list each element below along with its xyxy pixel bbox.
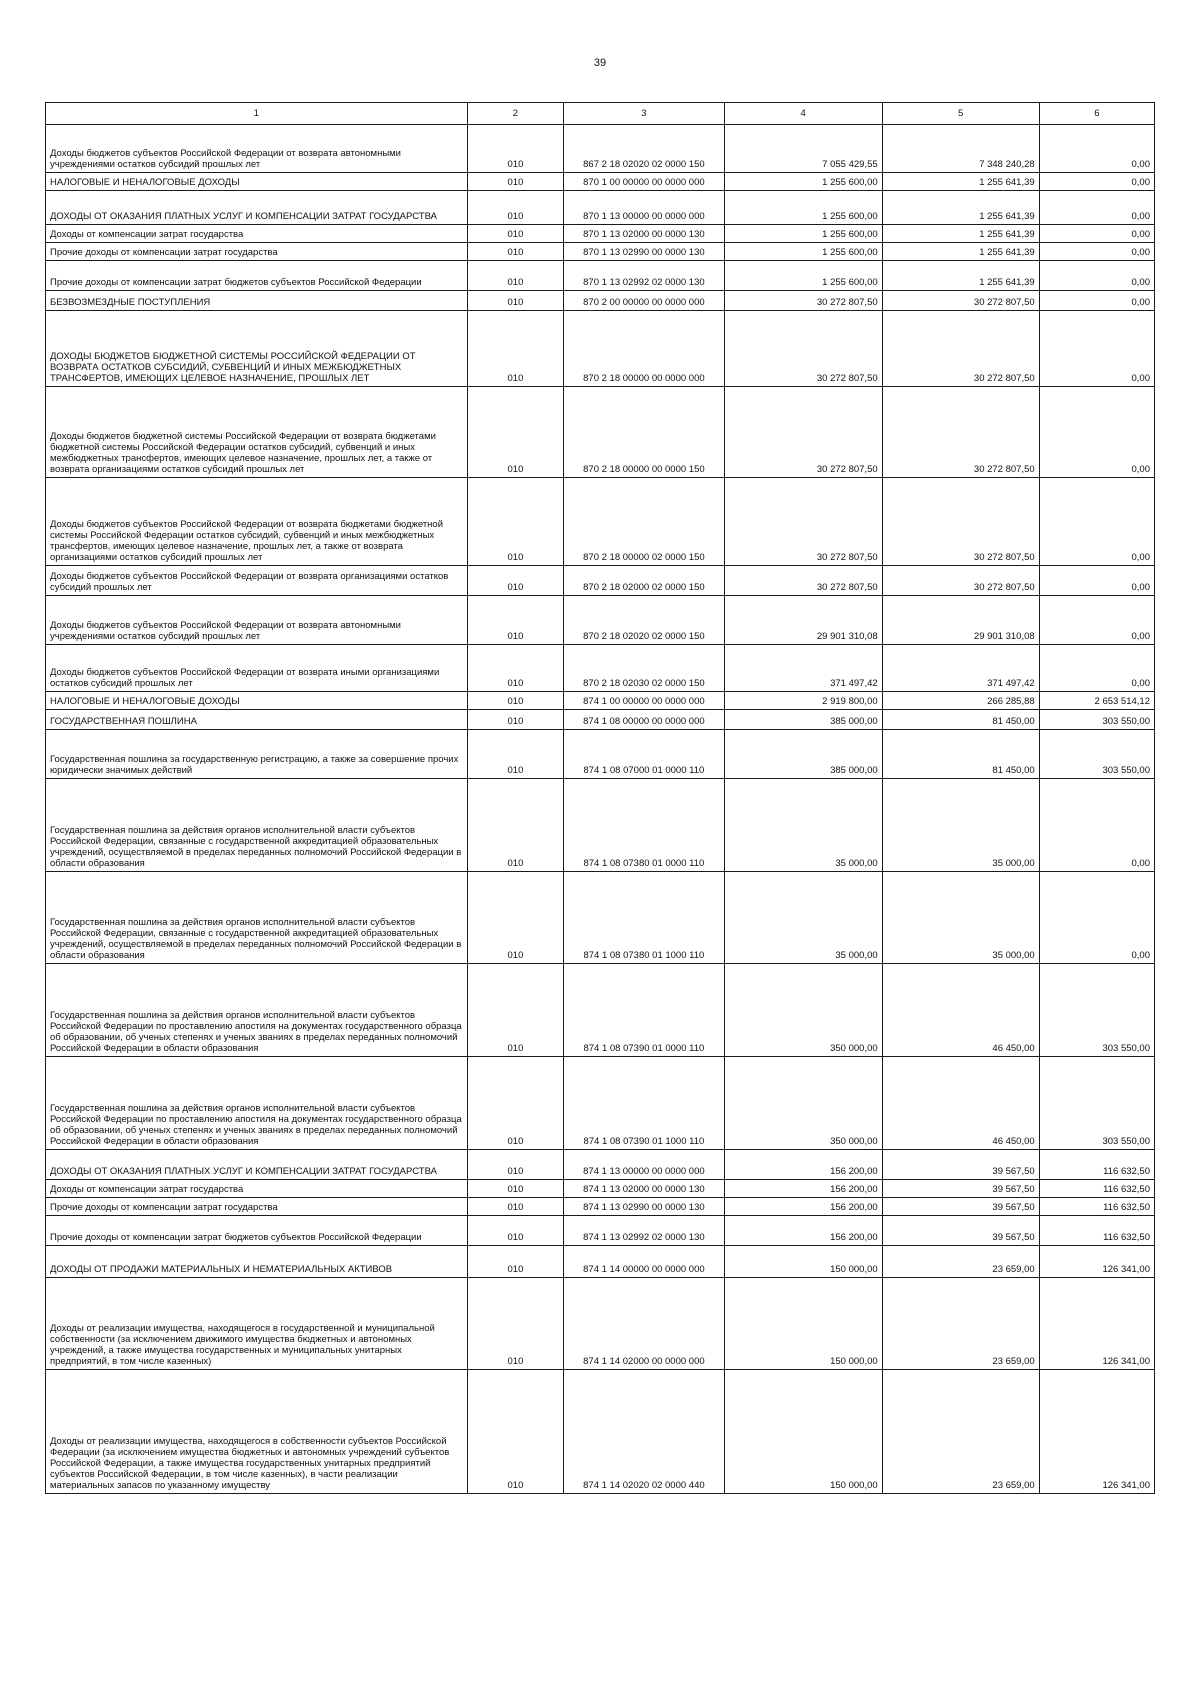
line-code: 010 — [467, 645, 564, 692]
revenue-name: ДОХОДЫ ОТ ОКАЗАНИЯ ПЛАТНЫХ УСЛУГ И КОМПЕНСАЦИИ ЗАТРАТ ГОСУДАРСТВА — [46, 1150, 468, 1180]
line-code: 010 — [467, 566, 564, 596]
table-row — [46, 1180, 1155, 1198]
executed-amount: 1 255 641,39 — [882, 243, 1039, 261]
unexecuted-amount: 0,00 — [1039, 596, 1154, 645]
unexecuted-amount: 0,00 — [1039, 478, 1154, 566]
revenue-name: Доходы бюджетов субъектов Российской Федерации от возврата автономными учреждениями остатков субсидий прошлых лет — [46, 125, 468, 173]
table-row — [46, 964, 1155, 1057]
approved-amount: 371 497,42 — [724, 645, 882, 692]
approved-amount: 35 000,00 — [724, 872, 882, 964]
approved-amount: 150 000,00 — [724, 1246, 882, 1278]
approved-amount: 30 272 807,50 — [724, 566, 882, 596]
approved-amount: 150 000,00 — [724, 1278, 882, 1370]
unexecuted-amount: 303 550,00 — [1039, 730, 1154, 779]
approved-amount: 7 055 429,55 — [724, 125, 882, 173]
table-row — [46, 191, 1155, 225]
line-code: 010 — [467, 779, 564, 872]
revenue-name: Доходы от компенсации затрат государства — [46, 1180, 468, 1198]
executed-amount: 371 497,42 — [882, 645, 1039, 692]
table-row — [46, 311, 1155, 387]
revenue-name: Государственная пошлина за действия органов исполнительной власти субъектов Российской Федерации по проставлению апостиля на документах государственного образца об образовании, об ученых степенях и ученых званиях в пределах переданных полномочий Российской Федерации в области образования — [46, 1057, 468, 1150]
revenue-name: Доходы бюджетов субъектов Российской Федерации от возврата бюджетами бюджетной системы Российской Федерации остатков субсидий, субвенций и иных межбюджетных трансфертов, имеющих целевое назначение, прошлых лет, а также от возврата организациями остатков субсидий прошлых лет — [46, 478, 468, 566]
unexecuted-amount: 126 341,00 — [1039, 1370, 1154, 1494]
executed-amount: 23 659,00 — [882, 1370, 1039, 1494]
executed-amount: 39 567,50 — [882, 1198, 1039, 1216]
executed-amount: 39 567,50 — [882, 1150, 1039, 1180]
line-code: 010 — [467, 387, 564, 478]
unexecuted-amount: 0,00 — [1039, 872, 1154, 964]
approved-amount: 1 255 600,00 — [724, 173, 882, 191]
revenue-name: Доходы бюджетов субъектов Российской Федерации от возврата автономными учреждениями остатков субсидий прошлых лет — [46, 596, 468, 645]
revenue-name: Прочие доходы от компенсации затрат бюджетов субъектов Российской Федерации — [46, 1216, 468, 1246]
table-header-row — [46, 103, 1155, 125]
budget-classification-code: 870 1 13 02990 00 0000 130 — [564, 243, 724, 261]
budget-classification-code: 874 1 08 07380 01 0000 110 — [564, 779, 724, 872]
column-header: 1 — [46, 103, 468, 125]
revenue-name: Доходы от реализации имущества, находящегося в государственной и муниципальной собственности (за исключением движимого имущества бюджетных и автономных учреждений, а также имущества государственных и муниципальных унитарных предприятий, в том числе казенных) — [46, 1278, 468, 1370]
table-row — [46, 692, 1155, 710]
approved-amount: 156 200,00 — [724, 1150, 882, 1180]
approved-amount: 156 200,00 — [724, 1180, 882, 1198]
unexecuted-amount: 0,00 — [1039, 291, 1154, 311]
executed-amount: 1 255 641,39 — [882, 225, 1039, 243]
executed-amount: 23 659,00 — [882, 1246, 1039, 1278]
line-code: 010 — [467, 225, 564, 243]
executed-amount: 23 659,00 — [882, 1278, 1039, 1370]
unexecuted-amount: 0,00 — [1039, 779, 1154, 872]
unexecuted-amount: 126 341,00 — [1039, 1278, 1154, 1370]
revenue-name: Доходы бюджетов бюджетной системы Российской Федерации от возврата бюджетами бюджетной системы Российской Федерации остатков субсидий, субвенций и иных межбюджетных трансфертов, имеющих целевое назначение, прошлых лет, а также от возврата организациями остатков субсидий прошлых лет — [46, 387, 468, 478]
executed-amount: 29 901 310,08 — [882, 596, 1039, 645]
approved-amount: 350 000,00 — [724, 1057, 882, 1150]
unexecuted-amount: 0,00 — [1039, 173, 1154, 191]
approved-amount: 1 255 600,00 — [724, 191, 882, 225]
executed-amount: 7 348 240,28 — [882, 125, 1039, 173]
approved-amount: 2 919 800,00 — [724, 692, 882, 710]
executed-amount: 30 272 807,50 — [882, 311, 1039, 387]
line-code: 010 — [467, 478, 564, 566]
unexecuted-amount: 303 550,00 — [1039, 710, 1154, 730]
unexecuted-amount: 0,00 — [1039, 387, 1154, 478]
line-code: 010 — [467, 191, 564, 225]
budget-classification-code: 874 1 13 00000 00 0000 000 — [564, 1150, 724, 1180]
approved-amount: 1 255 600,00 — [724, 225, 882, 243]
budget-classification-code: 870 2 18 00000 02 0000 150 — [564, 478, 724, 566]
revenue-name: ГОСУДАРСТВЕННАЯ ПОШЛИНА — [46, 710, 468, 730]
table-row — [46, 125, 1155, 173]
table-row — [46, 261, 1155, 291]
line-code: 010 — [467, 964, 564, 1057]
approved-amount: 30 272 807,50 — [724, 311, 882, 387]
column-header: 3 — [564, 103, 724, 125]
revenue-name: ДОХОДЫ БЮДЖЕТОВ БЮДЖЕТНОЙ СИСТЕМЫ РОССИЙСКОЙ ФЕДЕРАЦИИ ОТ ВОЗВРАТА ОСТАТКОВ СУБСИДИЙ, СУБВЕНЦИЙ И ИНЫХ МЕЖБЮДЖЕТНЫХ ТРАНСФЕРТОВ, ИМЕЮЩИХ ЦЕЛЕВОЕ НАЗНАЧЕНИЕ, ПРОШЛЫХ ЛЕТ — [46, 311, 468, 387]
budget-classification-code: 874 1 08 07390 01 1000 110 — [564, 1057, 724, 1150]
budget-classification-code: 870 2 18 02030 02 0000 150 — [564, 645, 724, 692]
executed-amount: 266 285,88 — [882, 692, 1039, 710]
unexecuted-amount: 0,00 — [1039, 191, 1154, 225]
line-code: 010 — [467, 243, 564, 261]
revenue-name: ДОХОДЫ ОТ ОКАЗАНИЯ ПЛАТНЫХ УСЛУГ И КОМПЕНСАЦИИ ЗАТРАТ ГОСУДАРСТВА — [46, 191, 468, 225]
line-code: 010 — [467, 692, 564, 710]
unexecuted-amount: 0,00 — [1039, 225, 1154, 243]
table-row — [46, 478, 1155, 566]
line-code: 010 — [467, 1216, 564, 1246]
line-code: 010 — [467, 1180, 564, 1198]
budget-classification-code: 870 2 18 02000 02 0000 150 — [564, 566, 724, 596]
budget-classification-code: 874 1 14 02020 02 0000 440 — [564, 1370, 724, 1494]
approved-amount: 350 000,00 — [724, 964, 882, 1057]
executed-amount: 46 450,00 — [882, 1057, 1039, 1150]
line-code: 010 — [467, 1246, 564, 1278]
budget-classification-code: 874 1 13 02992 02 0000 130 — [564, 1216, 724, 1246]
approved-amount: 1 255 600,00 — [724, 261, 882, 291]
column-header: 2 — [467, 103, 564, 125]
approved-amount: 35 000,00 — [724, 779, 882, 872]
table-row — [46, 872, 1155, 964]
revenue-name: Доходы от компенсации затрат государства — [46, 225, 468, 243]
unexecuted-amount: 116 632,50 — [1039, 1216, 1154, 1246]
line-code: 010 — [467, 596, 564, 645]
budget-classification-code: 874 1 14 00000 00 0000 000 — [564, 1246, 724, 1278]
line-code: 010 — [467, 1198, 564, 1216]
table-row — [46, 566, 1155, 596]
budget-classification-code: 870 2 00 00000 00 0000 000 — [564, 291, 724, 311]
line-code: 010 — [467, 125, 564, 173]
budget-classification-code: 874 1 08 07390 01 0000 110 — [564, 964, 724, 1057]
line-code: 010 — [467, 710, 564, 730]
executed-amount: 35 000,00 — [882, 872, 1039, 964]
unexecuted-amount: 2 653 514,12 — [1039, 692, 1154, 710]
approved-amount: 156 200,00 — [724, 1216, 882, 1246]
line-code: 010 — [467, 1057, 564, 1150]
revenue-name: Государственная пошлина за действия органов исполнительной власти субъектов Российской Федерации, связанные с государственной аккредитацией образовательных учреждений, осуществляемой в пределах переданных полномочий Российской Федерации в области образования — [46, 872, 468, 964]
revenue-name: ДОХОДЫ ОТ ПРОДАЖИ МАТЕРИАЛЬНЫХ И НЕМАТЕРИАЛЬНЫХ АКТИВОВ — [46, 1246, 468, 1278]
table-row — [46, 730, 1155, 779]
budget-classification-code: 874 1 08 00000 00 0000 000 — [564, 710, 724, 730]
revenue-name: Прочие доходы от компенсации затрат государства — [46, 243, 468, 261]
approved-amount: 156 200,00 — [724, 1198, 882, 1216]
executed-amount: 30 272 807,50 — [882, 478, 1039, 566]
line-code: 010 — [467, 730, 564, 779]
table-row — [46, 596, 1155, 645]
table-row — [46, 1198, 1155, 1216]
unexecuted-amount: 0,00 — [1039, 645, 1154, 692]
table-row — [46, 1278, 1155, 1370]
revenue-name: Государственная пошлина за действия органов исполнительной власти субъектов Российской Федерации, связанные с государственной аккредитацией образовательных учреждений, осуществляемой в пределах переданных полномочий Российской Федерации в области образования — [46, 779, 468, 872]
executed-amount: 1 255 641,39 — [882, 191, 1039, 225]
approved-amount: 385 000,00 — [724, 710, 882, 730]
unexecuted-amount: 0,00 — [1039, 125, 1154, 173]
approved-amount: 150 000,00 — [724, 1370, 882, 1494]
line-code: 010 — [467, 872, 564, 964]
table-row — [46, 1216, 1155, 1246]
budget-classification-code: 874 1 13 02000 00 0000 130 — [564, 1180, 724, 1198]
page-number: 39 — [593, 57, 607, 69]
budget-classification-code: 870 1 13 02000 00 0000 130 — [564, 225, 724, 243]
executed-amount: 35 000,00 — [882, 779, 1039, 872]
line-code: 010 — [467, 1150, 564, 1180]
budget-classification-code: 874 1 00 00000 00 0000 000 — [564, 692, 724, 710]
table-row — [46, 291, 1155, 311]
approved-amount: 30 272 807,50 — [724, 291, 882, 311]
executed-amount: 39 567,50 — [882, 1216, 1039, 1246]
table-row — [46, 779, 1155, 872]
executed-amount: 39 567,50 — [882, 1180, 1039, 1198]
approved-amount: 30 272 807,50 — [724, 478, 882, 566]
approved-amount: 29 901 310,08 — [724, 596, 882, 645]
revenue-table — [45, 102, 1155, 1494]
budget-classification-code: 874 1 14 02000 00 0000 000 — [564, 1278, 724, 1370]
budget-classification-code: 874 1 13 02990 00 0000 130 — [564, 1198, 724, 1216]
table-row — [46, 387, 1155, 478]
line-code: 010 — [467, 311, 564, 387]
table-row — [46, 225, 1155, 243]
line-code: 010 — [467, 291, 564, 311]
revenue-name: Государственная пошлина за действия органов исполнительной власти субъектов Российской Федерации по проставлению апостиля на документах государственного образца об образовании, об ученых степенях и ученых званиях в пределах переданных полномочий Российской Федерации в области образования — [46, 964, 468, 1057]
revenue-name: БЕЗВОЗМЕЗДНЫЕ ПОСТУПЛЕНИЯ — [46, 291, 468, 311]
budget-classification-code: 870 1 00 00000 00 0000 000 — [564, 173, 724, 191]
line-code: 010 — [467, 173, 564, 191]
table-row — [46, 645, 1155, 692]
unexecuted-amount: 0,00 — [1039, 243, 1154, 261]
executed-amount: 81 450,00 — [882, 710, 1039, 730]
unexecuted-amount: 303 550,00 — [1039, 964, 1154, 1057]
column-header: 5 — [882, 103, 1039, 125]
budget-classification-code: 867 2 18 02020 02 0000 150 — [564, 125, 724, 173]
line-code: 010 — [467, 1278, 564, 1370]
budget-classification-code: 874 1 08 07380 01 1000 110 — [564, 872, 724, 964]
unexecuted-amount: 0,00 — [1039, 566, 1154, 596]
column-header: 6 — [1039, 103, 1154, 125]
executed-amount: 1 255 641,39 — [882, 173, 1039, 191]
approved-amount: 385 000,00 — [724, 730, 882, 779]
table-row — [46, 1150, 1155, 1180]
executed-amount: 30 272 807,50 — [882, 387, 1039, 478]
unexecuted-amount: 116 632,50 — [1039, 1180, 1154, 1198]
unexecuted-amount: 0,00 — [1039, 311, 1154, 387]
executed-amount: 30 272 807,50 — [882, 566, 1039, 596]
unexecuted-amount: 116 632,50 — [1039, 1198, 1154, 1216]
revenue-name: Прочие доходы от компенсации затрат бюджетов субъектов Российской Федерации — [46, 261, 468, 291]
revenue-name: Доходы бюджетов субъектов Российской Федерации от возврата иными организациями остатков субсидий прошлых лет — [46, 645, 468, 692]
table-row — [46, 1246, 1155, 1278]
unexecuted-amount: 126 341,00 — [1039, 1246, 1154, 1278]
table-row — [46, 1057, 1155, 1150]
executed-amount: 1 255 641,39 — [882, 261, 1039, 291]
executed-amount: 30 272 807,50 — [882, 291, 1039, 311]
executed-amount: 81 450,00 — [882, 730, 1039, 779]
revenue-name: Прочие доходы от компенсации затрат государства — [46, 1198, 468, 1216]
line-code: 010 — [467, 1370, 564, 1494]
column-header: 4 — [724, 103, 882, 125]
budget-classification-code: 870 1 13 02992 02 0000 130 — [564, 261, 724, 291]
unexecuted-amount: 116 632,50 — [1039, 1150, 1154, 1180]
approved-amount: 1 255 600,00 — [724, 243, 882, 261]
revenue-name: НАЛОГОВЫЕ И НЕНАЛОГОВЫЕ ДОХОДЫ — [46, 173, 468, 191]
approved-amount: 30 272 807,50 — [724, 387, 882, 478]
table-row — [46, 173, 1155, 191]
budget-classification-code: 870 2 18 02020 02 0000 150 — [564, 596, 724, 645]
budget-classification-code: 870 1 13 00000 00 0000 000 — [564, 191, 724, 225]
line-code: 010 — [467, 261, 564, 291]
budget-classification-code: 870 2 18 00000 00 0000 000 — [564, 311, 724, 387]
budget-classification-code: 874 1 08 07000 01 0000 110 — [564, 730, 724, 779]
revenue-name: НАЛОГОВЫЕ И НЕНАЛОГОВЫЕ ДОХОДЫ — [46, 692, 468, 710]
unexecuted-amount: 0,00 — [1039, 261, 1154, 291]
table-row — [46, 710, 1155, 730]
table-row — [46, 1370, 1155, 1494]
revenue-name: Доходы бюджетов субъектов Российской Федерации от возврата организациями остатков субсидий прошлых лет — [46, 566, 468, 596]
executed-amount: 46 450,00 — [882, 964, 1039, 1057]
unexecuted-amount: 303 550,00 — [1039, 1057, 1154, 1150]
revenue-name: Доходы от реализации имущества, находящегося в собственности субъектов Российской Федерации (за исключением имущества бюджетных и автономных учреждений субъектов Российской Федерации, а также имущества государственных унитарных предприятий субъектов Российской Федерации, в том числе казенных), в части реализации материальных запасов по указанному имуществу — [46, 1370, 468, 1494]
budget-classification-code: 870 2 18 00000 00 0000 150 — [564, 387, 724, 478]
revenue-name: Государственная пошлина за государственную регистрацию, а также за совершение прочих юридически значимых действий — [46, 730, 468, 779]
table-row — [46, 243, 1155, 261]
